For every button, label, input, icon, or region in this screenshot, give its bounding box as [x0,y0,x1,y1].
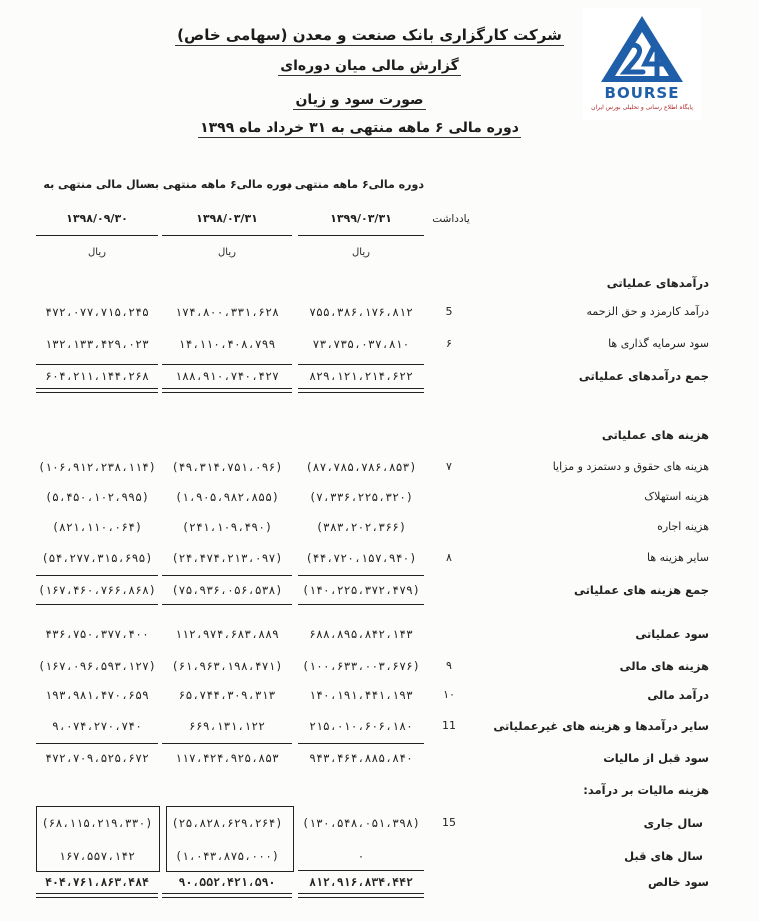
report-title: گزارش مالی میان دوره‌ای [280,58,459,74]
table-row [0,305,759,323]
row-label: هزینه مالیات بر درآمد: [583,783,709,797]
subtotal-rule [36,743,158,744]
row-label: جمع هزینه های عملیاتی [573,583,709,597]
table-row [0,551,759,569]
row-label: درآمد کارمزد و حق الزحمه [586,305,709,318]
row-value-v2: (۷۵،۹۳۶،۰۵۶،۵۳۸) [171,583,283,597]
row-note: 15 [442,816,456,829]
row-value-v1: (۳۸۳،۲۰۲،۳۶۶) [315,520,406,534]
col3-date: ۱۳۹۸/۰۹/۳۰ [66,212,128,225]
table-row [0,783,759,801]
table-row [0,583,759,601]
row-note: ۷ [446,460,452,473]
row-value-v2: ۶۶۹،۱۳۱،۱۲۲ [188,719,266,733]
total-double-rule [298,893,424,898]
row-value-v1: ۸۲۹،۱۲۱،۲۱۴،۶۲۲ [309,369,413,383]
table-row [0,276,759,294]
row-value-v3: (۱۶۷،۴۶۰،۷۶۶،۸۶۸) [38,583,156,597]
row-value-v3: ۱۳۲،۱۳۳،۴۲۹،۰۲۳ [45,337,149,351]
row-note: ۶ [446,337,452,350]
col2-unit: ریال [218,247,236,258]
row-value-v3: (۸۲۱،۱۱۰،۰۶۴) [51,520,142,534]
row-value-v3: (۶۸،۱۱۵،۲۱۹،۳۳۰) [41,816,153,830]
row-value-v3: ۴۷۲،۰۷۷،۷۱۵،۲۴۵ [45,305,149,319]
row-value-v2: ۶۵،۷۴۴،۳۰۹،۳۱۳ [178,688,276,702]
col1-header-rule [298,235,424,236]
tax-box-col3 [36,806,160,872]
subtotal-rule [36,575,158,576]
row-value-v1: ۱۴۰،۱۹۱،۴۴۱،۱۹۳ [309,688,413,702]
row-note: ۹ [446,659,452,672]
col3-unit: ریال [88,247,106,258]
col2-date: ۱۳۹۸/۰۳/۳۱ [196,212,258,225]
subtotal-rule [298,575,424,576]
subtotal-rule [162,743,292,744]
table-row [0,428,759,446]
subtotal-rule [298,743,424,744]
logo-24-mark-icon [599,14,685,84]
col1-date: ۱۳۹۹/۰۳/۳۱ [330,212,392,225]
row-value-v1: ۹۴۳،۴۶۴،۸۸۵،۸۴۰ [309,751,413,765]
row-note: ۸ [446,551,452,564]
row-value-v3: (۵،۴۵۰،۱۰۲،۹۹۵) [45,490,149,504]
statement-title: صورت سود و زیان [295,92,424,108]
row-value-v3: (۱۰۶،۹۱۲،۲۳۸،۱۱۴) [38,460,156,474]
row-label: هزینه های مالی [619,659,709,673]
subtotal-rule [162,364,292,365]
row-value-v1: ۶۸۸،۸۹۵،۸۴۲،۱۴۳ [309,627,413,641]
table-row [0,460,759,478]
table-row [0,369,759,387]
row-value-v2: (۴۹،۳۱۴،۷۵۱،۰۹۶) [171,460,283,474]
company-title: شرکت کارگزاری بانک صنعت و معدن (سهامی خاص) [177,26,562,44]
row-value-v3: (۵۴،۲۷۷،۳۱۵،۶۹۵) [41,551,153,565]
row-value-v3: (۱۶۷،۰۹۶،۵۹۳،۱۲۷) [38,659,156,673]
row-note: 5 [445,305,453,318]
row-value-v1: (۴۴،۷۲۰،۱۵۷،۹۴۰) [305,551,417,565]
total-double-rule [36,893,158,898]
row-value-v3: ۴۷۲،۷۰۹،۵۲۵،۶۷۲ [45,751,149,765]
row-label: سود عملیاتی [635,627,709,641]
bourse-logo [583,8,701,120]
col3-title: سال مالی منتهی به [43,178,151,191]
total-double-rule [162,388,292,393]
col2-header-rule [162,235,292,236]
row-value-v2: (۲۴۱،۱۰۹،۴۹۰) [181,520,272,534]
table-row [0,520,759,538]
table-row [0,751,759,769]
logo-tagline: پایگاه اطلاع رسانی و تحلیلی بورس ایران [591,104,693,111]
table-row [0,659,759,677]
logo-wordmark: BOURSE [604,84,680,102]
subtotal-rule [162,604,292,605]
row-value-v2: (۲۵،۸۲۸،۶۲۹،۲۶۴) [171,816,283,830]
row-value-v1: ۰ [357,849,365,863]
col1-title: دوره مالی۶ ماهه منتهی به [280,178,424,191]
table-row [0,627,759,645]
subtotal-rule [298,604,424,605]
subtotal-rule [162,575,292,576]
subtotal-rule [36,364,158,365]
col1-unit: ریال [352,247,370,258]
row-label: سال های قبل [624,849,703,863]
row-value-v1: ۷۵۵،۳۸۶،۱۷۶،۸۱۲ [309,305,413,319]
total-double-rule [162,893,292,898]
tax-box-col2 [166,806,294,872]
row-label: سود خالص [647,875,709,889]
row-value-v3: ۶۰۴،۲۱۱،۱۴۴،۲۶۸ [45,369,149,383]
row-value-v2: (۲۴،۴۷۴،۲۱۳،۰۹۷) [171,551,283,565]
note-column-header: یادداشت [432,213,470,225]
row-value-v1: ۲۱۵،۰۱۰،۶۰۶،۱۸۰ [309,719,413,733]
col2-title: دوره مالی۶ ماهه منتهی به [148,178,292,191]
row-label: هزینه استهلاک [644,490,709,503]
row-value-v3: ۴۰۴،۷۶۱،۸۶۳،۴۸۴ [45,875,149,889]
table-row [0,490,759,508]
subtotal-rule [298,364,424,365]
row-value-v3: ۴۳۶،۷۵۰،۳۷۷،۴۰۰ [45,627,149,641]
row-note: 11 [442,719,456,732]
row-value-v2: (۱،۰۴۳،۸۷۵،۰۰۰) [175,849,279,863]
col3-header-rule [36,235,158,236]
table-row [0,719,759,737]
row-value-v2: ۱۱۲،۹۷۴،۶۸۳،۸۸۹ [175,627,279,641]
period-title: دوره مالی ۶ ماهه منتهی به ۳۱ خرداد ماه ۱۳۹۹ [200,120,519,136]
table-row [0,875,759,893]
row-value-v1: ۷۳،۷۳۵،۰۳۷،۸۱۰ [312,337,410,351]
total-double-rule [36,388,158,393]
row-value-v2: ۹۰،۵۵۲،۴۲۱،۵۹۰ [178,875,276,889]
table-row [0,337,759,355]
row-label: سال جاری [643,816,703,830]
row-value-v2: ۱۴،۱۱۰،۴۰۸،۷۹۹ [178,337,276,351]
row-value-v2: ۱۷۴،۸۰۰،۳۳۱،۶۲۸ [175,305,279,319]
row-value-v1: (۱۰۰،۶۳۳،۰۰۳،۶۷۶) [302,659,420,673]
row-value-v2: ۱۸۸،۹۱۰،۷۴۰،۴۲۷ [175,369,279,383]
row-label: جمع درآمدهای عملیاتی [578,369,709,383]
row-label: سایر هزینه ها [647,551,709,564]
total-double-rule [298,388,424,393]
row-value-v1: (۱۳۰،۵۴۸،۰۵۱،۳۹۸) [302,816,420,830]
row-label: هزینه اجاره [657,520,709,533]
row-value-v1: (۱۴۰،۲۲۵،۳۷۲،۴۷۹) [302,583,420,597]
row-label: سایر درآمدها و هزینه های غیرعملیاتی [493,719,709,733]
row-value-v1: (۷،۳۳۶،۲۲۵،۳۲۰) [309,490,413,504]
row-label: درآمدهای عملیاتی [606,276,709,290]
row-label: هزینه های عملیاتی [601,428,709,442]
row-value-v2: (۱،۹۰۵،۹۸۲،۸۵۵) [175,490,279,504]
row-label: هزینه های حقوق و دستمزد و مزایا [552,460,709,473]
row-note: ۱۰ [443,688,455,701]
row-value-v3: ۱۶۷،۵۵۷،۱۴۲ [58,849,136,863]
row-label: سود قبل از مالیات [603,751,709,765]
row-label: سود سرمایه گذاری ها [608,337,709,350]
row-value-v2: ۱۱۷،۴۲۴،۹۲۵،۸۵۳ [175,751,279,765]
row-value-v3: ۹،۰۷۴،۲۷۰،۷۴۰ [51,719,142,733]
row-value-v2: (۶۱،۹۶۳،۱۹۸،۴۷۱) [171,659,283,673]
row-value-v1: ۸۱۲،۹۱۶،۸۳۴،۴۴۲ [309,875,413,889]
table-row [0,688,759,706]
row-value-v1: (۸۷،۷۸۵،۷۸۶،۸۵۳) [305,460,417,474]
row-value-v3: ۱۹۳،۹۸۱،۴۷۰،۶۵۹ [45,688,149,702]
subtotal-rule [298,870,424,871]
subtotal-rule [36,604,158,605]
row-label: درآمد مالی [647,688,709,702]
